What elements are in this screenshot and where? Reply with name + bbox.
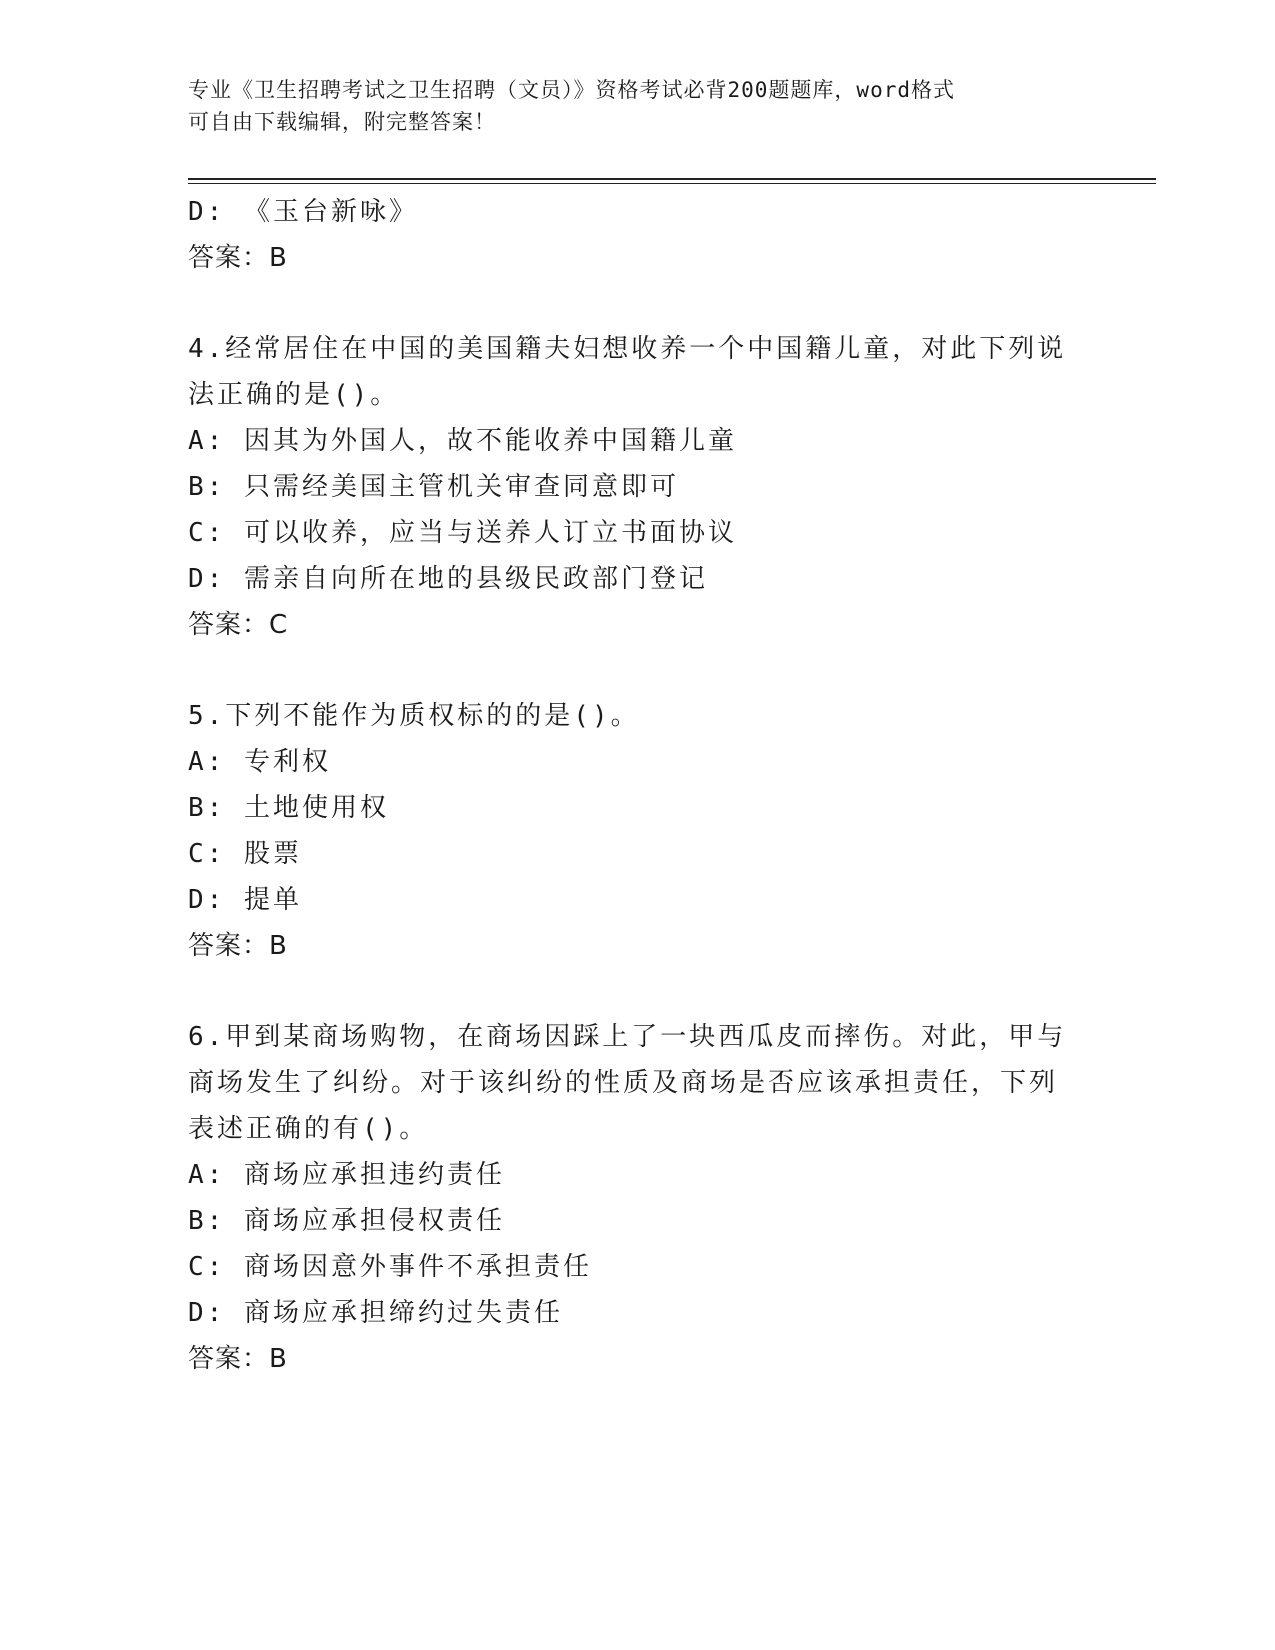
question-text-line-2: 法正确的是()。 [188,380,400,410]
answer-line: 答案：B [188,1344,288,1374]
question-text-line-1: 4.经常居住在中国的美国籍夫妇想收养一个中国籍儿童，对此下列说 [188,334,1067,364]
question-text-line-1: 5.下列不能作为质权标的的是()。 [188,701,640,731]
spacer [188,969,1088,1014]
option-a: A: 因其为外国人，故不能收养中国籍儿童 [188,426,737,456]
option-b: B: 只需经美国主管机关审查同意即可 [188,472,679,502]
option-b: B: 土地使用权 [188,793,389,823]
header-title-line-1: 专业《卫生招聘考试之卫生招聘（文员）》资格考试必背200题题库，word格式 [188,78,955,102]
option-d: D: 需亲自向所在地的县级民政部门登记 [188,564,708,594]
question-text-line-2: 商场发生了纠纷。对于该纠纷的性质及商场是否应该承担责任，下列 [188,1068,1059,1098]
option-b: B: 商场应承担侵权责任 [188,1206,505,1236]
option-d: D: 提单 [188,885,302,915]
question-3-tail [188,189,1088,281]
question-text-line-1: 6.甲到某商场购物，在商场因踩上了一块西瓜皮而摔伤。对此，甲与 [188,1022,1067,1052]
spacer [188,281,1088,326]
answer-line: 答案：B [188,931,288,961]
header-divider-thin [188,183,1156,184]
option-a: A: 专利权 [188,747,331,777]
header-divider [188,178,1156,180]
option-c: C: 可以收养，应当与送养人订立书面协议 [188,518,737,548]
answer-line: 答案：C [188,610,289,640]
spacer [188,648,1088,693]
question-4 [188,326,1088,648]
option-c: C: 商场因意外事件不承担责任 [188,1252,592,1282]
option-c: C: 股票 [188,839,302,869]
page-header [188,74,1068,138]
question-list [188,189,1088,1382]
option-d: D: 《玉台新咏》 [188,197,418,227]
header-title-line-2: 可自由下载编辑，附完整答案！ [188,110,496,134]
question-text-line-3: 表述正确的有()。 [188,1114,429,1144]
question-6 [188,1014,1088,1382]
option-d: D: 商场应承担缔约过失责任 [188,1298,563,1328]
option-a: A: 商场应承担违约责任 [188,1160,505,1190]
question-5 [188,693,1088,969]
answer-line: 答案：B [188,243,288,273]
